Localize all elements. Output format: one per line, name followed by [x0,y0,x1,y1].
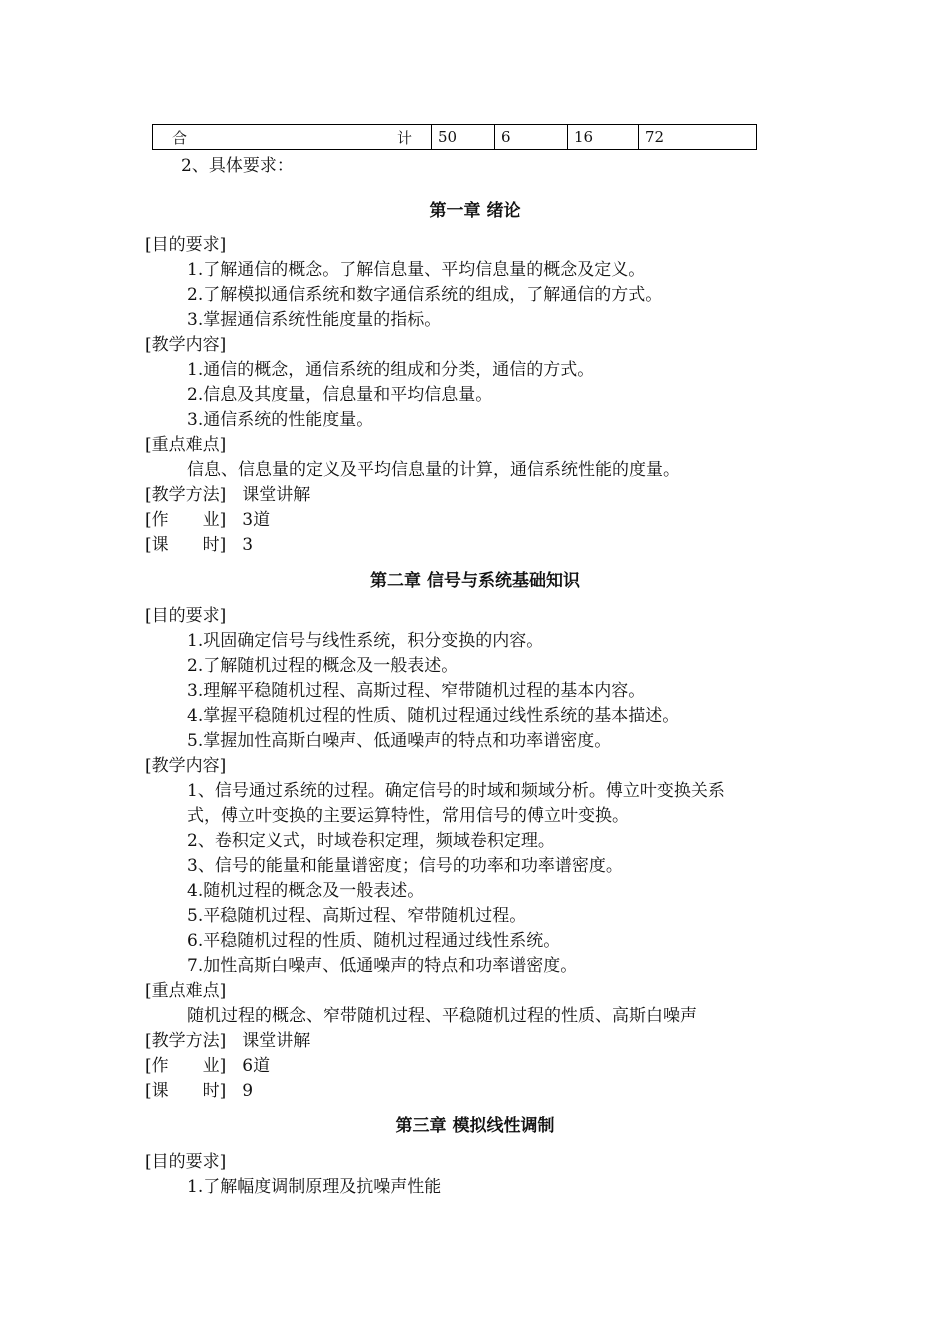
ch1-hours-tag: [课 时] [145,535,227,555]
ch2-method-line [145,1029,310,1054]
total-value-2: 6 [495,125,568,150]
summary-table [152,124,757,150]
section-intro: 2、具体要求： [181,156,294,176]
chapter-1-title: 第一章 绪论 [429,201,521,221]
ch1-key-tag: [重点难点] [145,435,227,455]
ch2-objective-4: 4.掌握平稳随机过程的性质、随机过程通过线性系统的基本描述。 [187,706,680,726]
ch2-content-6: 6.平稳随机过程的性质、随机过程通过线性系统。 [187,931,561,951]
total-label-left: 合 [172,128,188,147]
ch2-content-3: 3、信号的能量和能量谱密度；信号的功率和功率谱密度。 [187,856,623,876]
ch2-key-tag: [重点难点] [145,981,227,1001]
ch1-content-tag: [教学内容] [145,335,227,355]
ch2-homework: 6道 [242,1056,271,1076]
ch1-method: 课堂讲解 [242,485,311,505]
ch1-hours: 3 [242,535,254,555]
ch1-objective-tag: [目的要求] [145,235,227,255]
total-value-1: 50 [432,125,495,150]
ch1-objective-1: 1.了解通信的概念。了解信息量、平均信息量的概念及定义。 [187,260,646,280]
ch1-homework-line [145,508,270,533]
ch1-method-tag: [教学方法] [145,485,227,505]
total-value-3: 16 [568,125,639,150]
ch1-content-3: 3.通信系统的性能度量。 [187,410,374,430]
ch2-content-1-cont: 式，傅立叶变换的主要运算特性，常用信号的傅立叶变换。 [187,806,629,826]
ch2-content-2: 2、卷积定义式，时域卷积定理，频域卷积定理。 [187,831,555,851]
ch2-objective-1: 1.巩固确定信号与线性系统，积分变换的内容。 [187,631,544,651]
ch1-homework-tag: [作 业] [145,510,227,530]
ch2-objective-tag: [目的要求] [145,606,227,626]
total-label-right: 计 [396,128,412,147]
ch1-method-line [145,483,310,508]
ch1-objective-3: 3.掌握通信系统性能度量的指标。 [187,310,442,330]
ch2-content-5: 5.平稳随机过程、高斯过程、窄带随机过程。 [187,906,527,926]
ch2-hours-line [145,1079,253,1104]
ch1-content-2: 2.信息及其度量，信息量和平均信息量。 [187,385,493,405]
ch2-homework-tag: [作 业] [145,1056,227,1076]
ch1-objective-2: 2.了解模拟通信系统和数字通信系统的组成，了解通信的方式。 [187,285,663,305]
ch2-objective-2: 2.了解随机过程的概念及一般表述。 [187,656,459,676]
ch2-hours: 9 [242,1081,254,1101]
ch2-objective-3: 3.理解平稳随机过程、高斯过程、窄带随机过程的基本内容。 [187,681,646,701]
ch2-content-7: 7.加性高斯白噪声、低通噪声的特点和功率谱密度。 [187,956,578,976]
ch2-content-4: 4.随机过程的概念及一般表述。 [187,881,425,901]
ch1-homework: 3道 [242,510,271,530]
ch2-method: 课堂讲解 [242,1031,311,1051]
ch2-method-tag: [教学方法] [145,1031,227,1051]
total-label-cell [153,125,432,150]
ch1-hours-line [145,533,253,558]
ch2-hours-tag: [课 时] [145,1081,227,1101]
ch1-content-1: 1.通信的概念，通信系统的组成和分类，通信的方式。 [187,360,595,380]
ch2-objective-5: 5.掌握加性高斯白噪声、低通噪声的特点和功率谱密度。 [187,731,612,751]
ch3-objective-1: 1.了解幅度调制原理及抗噪声性能 [187,1177,442,1197]
ch1-key: 信息、信息量的定义及平均信息量的计算，通信系统性能的度量。 [187,460,680,480]
table-row [153,125,757,150]
ch2-content-tag: [教学内容] [145,756,227,776]
total-value-4: 72 [639,125,757,150]
ch2-homework-line [145,1054,270,1079]
ch2-key: 随机过程的概念、窄带随机过程、平稳随机过程的性质、高斯白噪声 [187,1006,697,1026]
ch2-content-1: 1、信号通过系统的过程。确定信号的时域和频域分析。傅立叶变换关系 [187,781,725,801]
chapter-3-title: 第三章 模拟线性调制 [395,1116,555,1136]
ch3-objective-tag: [目的要求] [145,1152,227,1172]
chapter-2-title: 第二章 信号与系统基础知识 [370,571,580,591]
